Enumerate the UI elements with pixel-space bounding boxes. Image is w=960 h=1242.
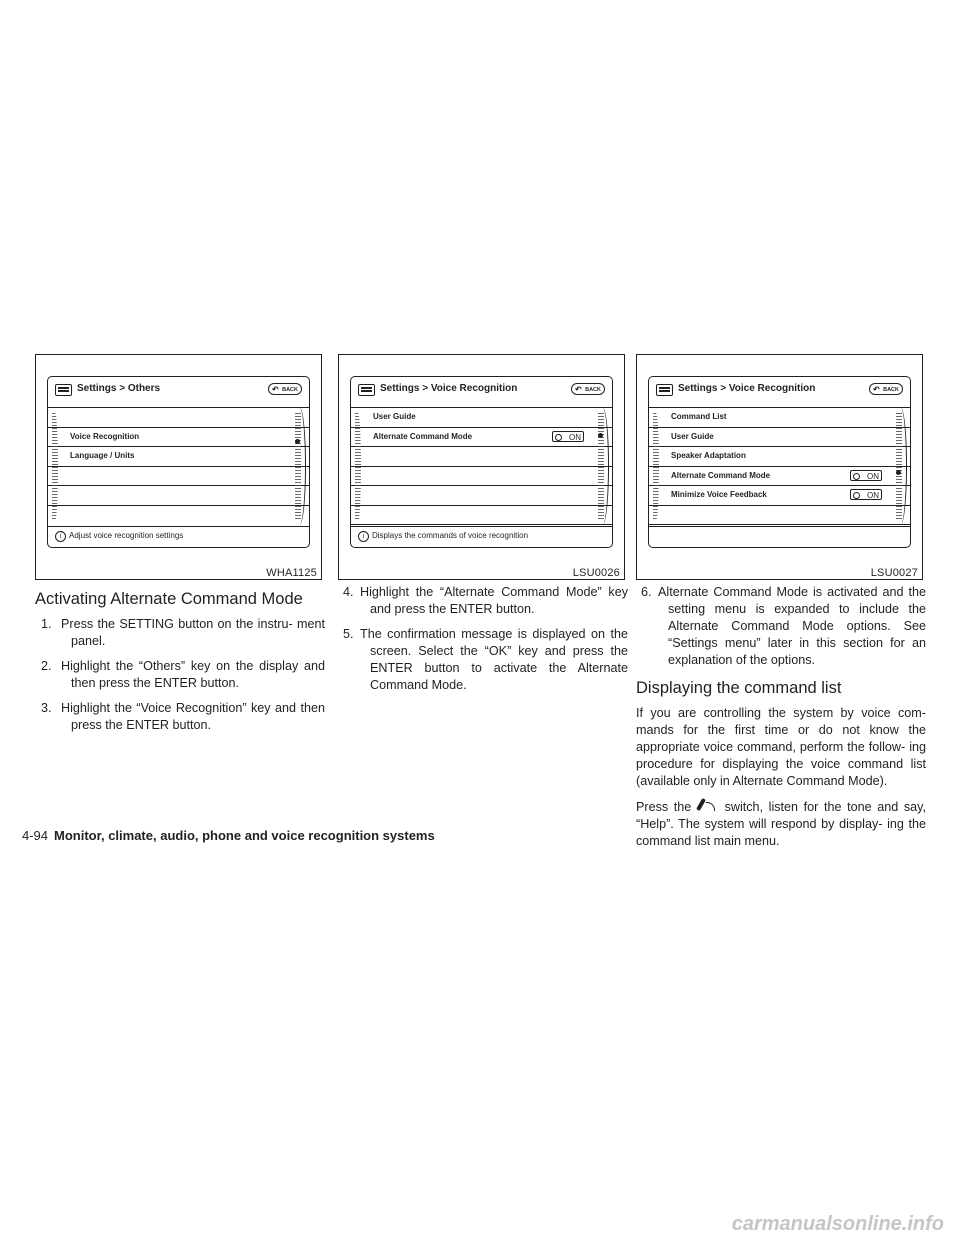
display-screen [350, 376, 613, 548]
watermark: carmanualsonline.info [731, 1213, 944, 1235]
scroll-arc [596, 407, 609, 525]
screen-hint-bar [48, 526, 309, 547]
menu-row-label: Alternate Command Mode [671, 470, 771, 480]
menu-row [48, 447, 309, 467]
menu-row [649, 467, 910, 487]
on-indicator: ON [552, 431, 584, 442]
menu-row [649, 486, 910, 506]
menu-row [649, 506, 910, 526]
menu-row [649, 447, 910, 467]
step-item [35, 700, 325, 734]
menu-row [649, 408, 910, 428]
step-text: Press the SETTING button on the instru- ment panel. [61, 617, 325, 648]
menu-row [351, 428, 612, 448]
menu-icon [358, 384, 375, 396]
menu-row-label: Minimize Voice Feedback [671, 490, 767, 499]
menu-row [48, 486, 309, 506]
section-heading: Displaying the command list [636, 679, 842, 697]
chapter-title: Monitor, climate, audio, phone and voice recognition systems [54, 828, 435, 843]
section-heading: Activating Alternate Command Mode [35, 590, 303, 608]
text-column-1 [35, 588, 325, 742]
screen-title: Settings > Voice Recognition [678, 383, 816, 394]
menu-row-label: Command List [671, 412, 727, 421]
menu-row-label: Language / Units [70, 451, 135, 460]
menu-row [351, 486, 612, 506]
screen-header [351, 377, 612, 408]
voice-talk-icon [697, 798, 719, 812]
step-text: Alternate Command Mode is activated and the setting menu is expanded to include the Alternate Command Mode options. See “Settings menu” later in this section for an explanation of the options. [658, 585, 926, 667]
figure-caption: LSU0026 [572, 567, 620, 579]
step-number: 5. [343, 627, 354, 641]
screen-hint: Displays the commands of voice recognition [372, 531, 529, 540]
info-icon: i [358, 531, 369, 542]
menu-icon [55, 384, 72, 396]
back-button: ↶ BACK [571, 383, 605, 395]
text-column-3 [636, 584, 926, 858]
scroll-position-dot [896, 470, 901, 475]
scroll-arc [894, 407, 907, 525]
figure-lsu0026 [338, 354, 625, 580]
scroll-position-dot [295, 439, 300, 444]
on-indicator: ON [850, 470, 882, 481]
menu-row [48, 408, 309, 428]
menu-row [351, 447, 612, 467]
screen-hint-bar [351, 526, 612, 547]
on-indicator: ON [850, 489, 882, 500]
step-text: Highlight the “Voice Recognition” key and then press the ENTER button. [61, 701, 325, 732]
step-number: 1. [41, 617, 52, 631]
step-item [338, 584, 628, 618]
menu-row-label: Voice Recognition [70, 431, 140, 441]
para-text-after: switch, listen for the tone and say, “Help”. The system will respond by display- ing the command list main menu. [636, 800, 927, 848]
step-text: Highlight the “Alternate Command Mode” key and press the ENTER button. [360, 585, 628, 616]
step-item [35, 616, 325, 650]
menu-row [351, 467, 612, 487]
menu-row [351, 506, 612, 526]
back-button: ↶ BACK [869, 383, 903, 395]
menu-row-label: User Guide [671, 431, 714, 441]
info-icon: i [55, 531, 66, 542]
menu-row [649, 428, 910, 448]
step-number: 3. [41, 701, 52, 715]
scroll-ticks-left [653, 413, 659, 521]
back-button: ↶ BACK [268, 383, 302, 395]
screen-header [649, 377, 910, 408]
step-text: The confirmation message is displayed on the screen. Select the “OK” key and press the ENTER button to activate the Alternate Command Mode. [360, 627, 628, 692]
display-screen [648, 376, 911, 548]
menu-row [48, 467, 309, 487]
step-item [636, 584, 926, 669]
page-number: 4-94 [22, 828, 49, 843]
menu-row [48, 428, 309, 448]
screen-header [48, 377, 309, 408]
scroll-ticks-left [355, 413, 361, 521]
menu-icon [656, 384, 673, 396]
figure-lsu0027 [636, 354, 923, 580]
display-screen [47, 376, 310, 548]
body-paragraph: If you are controlling the system by voice com- mands for the first time or do not know the appropriate voice command, perform the follow- ing procedure for displaying the voice command list (available only in Alternate Command Mode). [636, 706, 926, 788]
figure-caption: LSU0027 [870, 567, 918, 579]
scroll-position-dot [598, 433, 603, 438]
screen-hint-bar [649, 526, 910, 547]
para-text-before: Press the [636, 800, 692, 814]
menu-row-label: Alternate Command Mode [373, 431, 473, 441]
figure-wha1125 [35, 354, 322, 580]
step-number: 2. [41, 659, 52, 673]
figure-caption: WHA1125 [266, 567, 317, 579]
menu-row-label: Speaker Adaptation [671, 451, 746, 460]
step-item [338, 626, 628, 694]
menu-row-label: User Guide [373, 412, 416, 421]
scroll-arc [293, 407, 306, 525]
screen-hint: Adjust voice recognition settings [69, 531, 184, 540]
menu-row [351, 408, 612, 428]
page-footer [22, 828, 435, 843]
scroll-ticks-left [52, 413, 58, 521]
screen-title: Settings > Others [77, 383, 161, 394]
step-item [35, 658, 325, 692]
step-text: Highlight the “Others” key on the display and then press the ENTER button. [61, 659, 325, 690]
screen-title: Settings > Voice Recognition [380, 383, 518, 394]
step-number: 6. [641, 585, 652, 599]
step-number: 4. [343, 585, 354, 599]
body-paragraph [636, 798, 926, 850]
text-column-2 [338, 584, 628, 702]
